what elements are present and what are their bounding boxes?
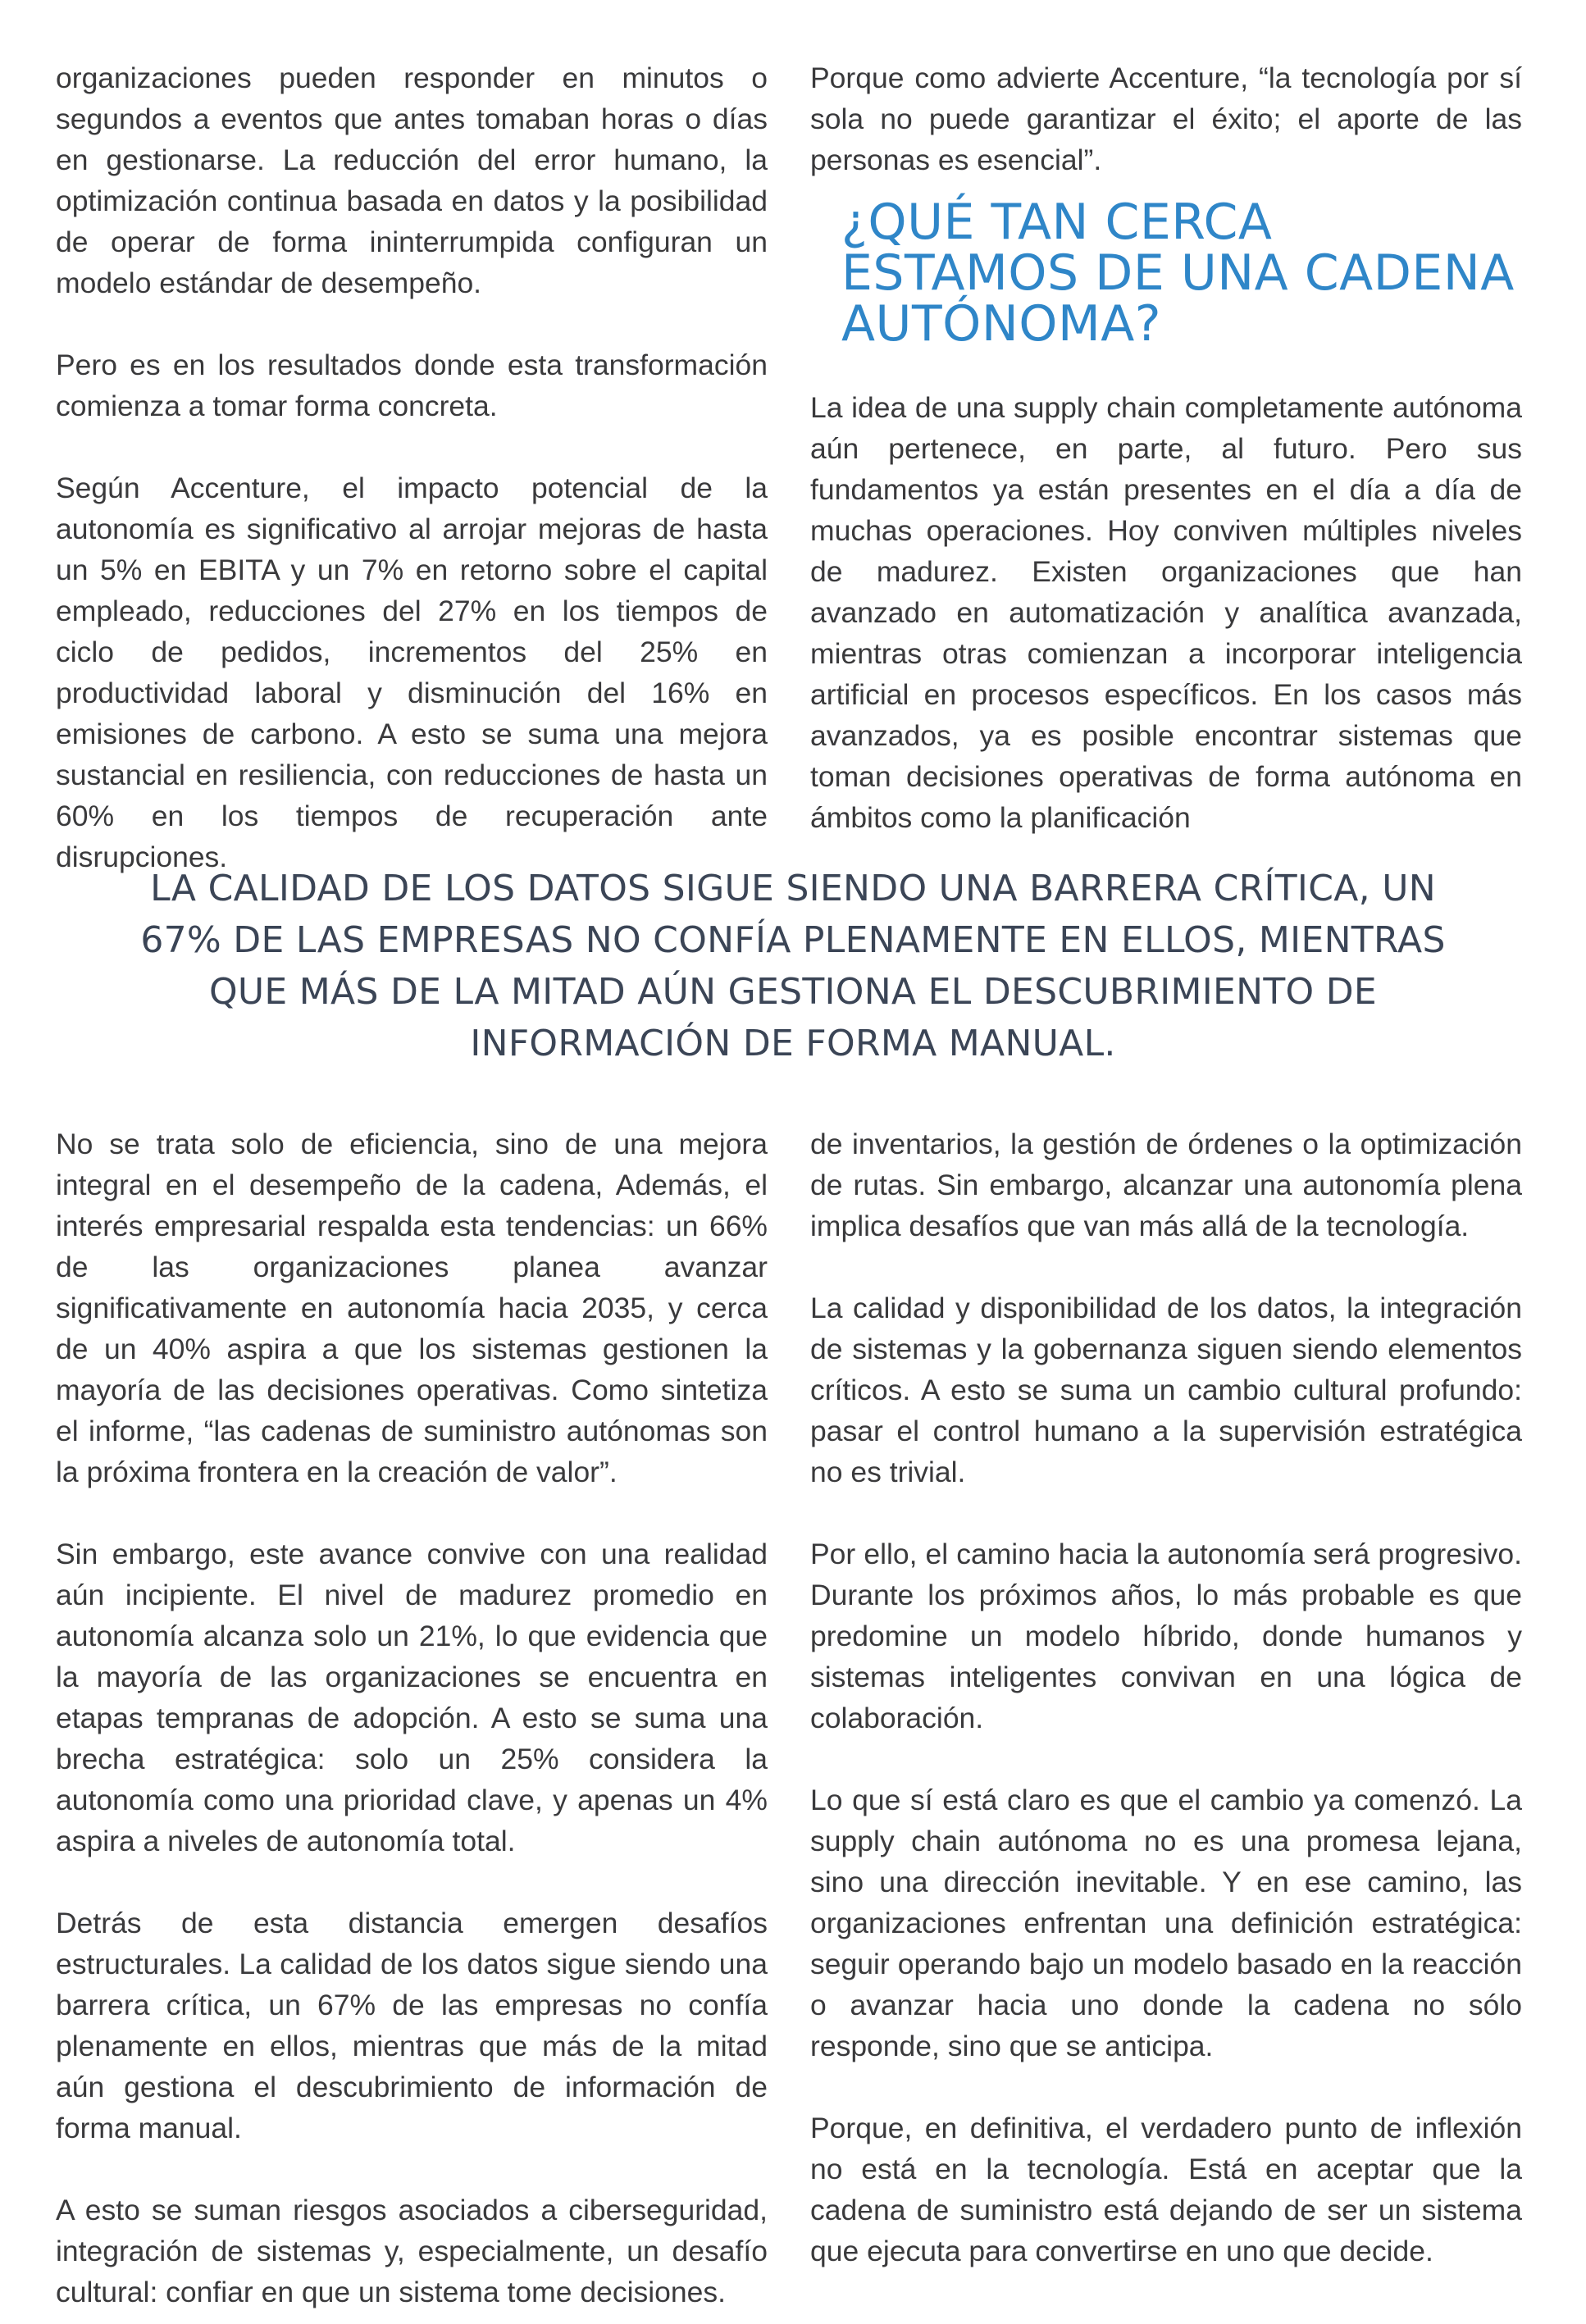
section-heading-line: AUTÓNOMA?	[841, 295, 1162, 353]
section-heading-line: ESTAMOS DE UNA CADENA	[841, 244, 1515, 302]
body-paragraph: Según Accenture, el impacto potencial de la autonomía es significativo al arrojar mejoras de hasta un 5% en EBITA y un 7% en retorno sobre el capital empleado, reducciones del 27% en los tiempos de ciclo de pedidos, incrementos del 25% en productividad laboral y disminución del 16% en emisiones de carbono. A esto se suma una mejora sustancial en resiliencia, con reducciones de hasta un 60% en los tiempos de recuperación ante disrupciones.	[56, 472, 768, 873]
bottom-left-column	[56, 1123, 768, 2313]
pull-quote	[74, 863, 1512, 1069]
body-paragraph: La calidad y disponibilidad de los datos, la integración de sistemas y la gobernanza siguen siendo elementos críticos. A esto se suma un cambio cultural profundo: pasar el control humano a la supervisión estratégica no es trivial.	[810, 1292, 1522, 1488]
pull-quote-line: INFORMACIÓN DE FORMA MANUAL.	[470, 1023, 1116, 1064]
body-paragraph: Sin embargo, este avance convive con una realidad aún incipiente. El nivel de madurez promedio en autonomía alcanza solo un 21%, lo que evidencia que la mayoría de las organizaciones se encuentra en etapas tempranas de adopción. A esto se suma una brecha estratégica: solo un 25% considera la autonomía como una prioridad clave, y apenas un 4% aspira a niveles de autonomía total.	[56, 1538, 768, 1857]
body-paragraph: Porque como advierte Accenture, “la tecnología por sí sola no puede garantizar el éxito; el aporte de las personas es esencial”.	[810, 62, 1522, 176]
body-paragraph: Porque, en definitiva, el verdadero punto de inflexión no está en la tecnología. Está en aceptar que la cadena de suministro está dejando de ser un sistema que ejecuta para convertirse en uno que decide.	[810, 2112, 1522, 2267]
top-left-column	[56, 57, 768, 877]
pull-quote-line: QUE MÁS DE LA MITAD AÚN GESTIONA EL DESCUBRIMIENTO DE	[208, 971, 1378, 1013]
pull-quote-line: 67% DE LAS EMPRESAS NO CONFÍA PLENAMENTE EN ELLOS, MIENTRAS	[140, 919, 1446, 961]
pull-quote-line: LA CALIDAD DE LOS DATOS SIGUE SIENDO UNA BARRERA CRÍTICA, UN	[150, 868, 1436, 909]
body-paragraph: Detrás de esta distancia emergen desafíos estructurales. La calidad de los datos sigue siendo una barrera crítica, un 67% de las empresas no confía plenamente en ellos, mientras que más de la mitad aún gestiona el descubrimiento de información de forma manual.	[56, 1907, 768, 2144]
top-right-column-frame	[810, 57, 1522, 838]
bottom-right-column	[810, 1123, 1522, 2272]
section-heading	[841, 194, 1522, 353]
body-paragraph: Pero es en los resultados donde esta transformación comienza a tomar forma concreta.	[56, 349, 768, 422]
body-paragraph: La idea de una supply chain completamente autónoma aún pertenece, en parte, al futuro. Pero sus fundamentos ya están presentes en el día a día de muchas operaciones. Hoy conviven múltiples niveles de madurez. Existen organizaciones que han avanzado en automatización y analítica avanzada, mientras otras comienzan a incorporar inteligencia artificial en procesos específicos. En los casos más avanzados, ya es posible encontrar sistemas que toman decisiones operativas de forma autónoma en ámbitos como la planificación	[810, 391, 1522, 834]
body-paragraph: organizaciones pueden responder en minutos o segundos a eventos que antes tomaban horas o días en gestionarse. La reducción del error humano, la optimización continua basada en datos y la posibilidad de operar de forma ininterrumpida configuran un modelo estándar de desempeño.	[56, 62, 768, 299]
body-paragraph: A esto se suman riesgos asociados a ciberseguridad, integración de sistemas y, especialmente, un desafío cultural: confiar en que un sistema tome decisiones.	[56, 2194, 768, 2308]
body-paragraph: No se trata solo de eficiencia, sino de una mejora integral en el desempeño de la cadena, Además, el interés empresarial respalda esta tendencias: un 66% de las organizaciones planea avanzar significativamente en autonomía hacia 2035, y cerca de un 40% aspira a que los sistemas gestionen la mayoría de las decisiones operativas. Como sintetiza el informe, “las cadenas de suministro autónomas son la próxima frontera en la creación de valor”.	[56, 1128, 768, 1488]
top-right-column	[810, 57, 1522, 838]
section-heading-line: ¿QUÉ TAN CERCA	[841, 194, 1273, 251]
body-paragraph: de inventarios, la gestión de órdenes o la optimización de rutas. Sin embargo, alcanzar una autonomía plena implica desafíos que van más allá de la tecnología.	[810, 1128, 1522, 1242]
body-paragraph: Por ello, el camino hacia la autonomía será progresivo. Durante los próximos años, lo más probable es que predomine un modelo híbrido, donde humanos y sistemas inteligentes convivan en una lógica de colaboración.	[810, 1538, 1522, 1734]
body-paragraph: Lo que sí está claro es que el cambio ya comenzó. La supply chain autónoma no es una promesa lejana, sino una dirección inevitable. Y en ese camino, las organizaciones enfrentan una definición estratégica: seguir operando bajo un modelo basado en la reacción o avanzar hacia uno donde la cadena no sólo responde, sino que se anticipa.	[810, 1784, 1522, 2062]
